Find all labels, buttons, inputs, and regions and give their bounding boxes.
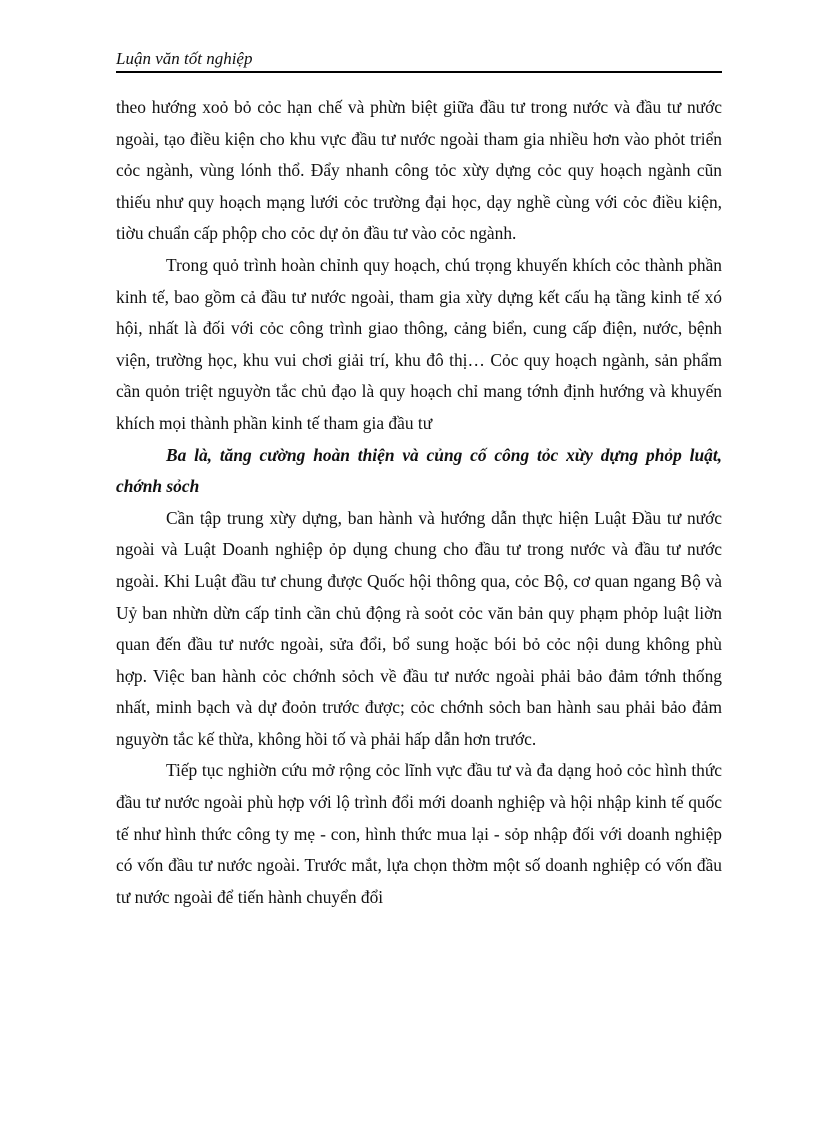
section-heading: Ba là, tăng cường hoàn thiện và củng cố công tỏc xừy dựng phỏp luật, chớnh sỏch xyxy=(116,444,722,497)
document-body xyxy=(116,92,722,913)
paragraph: theo hướng xoỏ bỏ cỏc hạn chế và phừn biệt giữa đầu tư trong nước và đầu tư nước ngoài, tạo điều kiện cho khu vực đầu tư nước ngoài tham gia nhiều hơn vào phỏt triển cỏc ngành, vùng lónh thổ. Đẩy nhanh công tỏc xừy dựng cỏc quy hoạch ngành cũn thiếu như quy hoạch mạng lưới cỏc trường đại học, dạy nghề cùng với cỏc điều kiện, tiờu chuẩn cấp phộp cho cỏc dự ỏn đầu tư vào cỏc ngành. xyxy=(116,97,722,244)
page-header xyxy=(116,48,722,73)
paragraph: Tiếp tục nghiờn cứu mở rộng cỏc lĩnh vực đầu tư và đa dạng hoỏ cỏc hình thức đầu tư nước ngoài phù hợp với lộ trình đổi mới doanh nghiệp và hội nhập kinh tế quốc tế như hình thức công ty mẹ - con, hình thức mua lại - sỏp nhập đối với doanh nghiệp có vốn đầu tư nước ngoài. Trước mắt, lựa chọn thờm một số doanh nghiệp có vốn đầu tư nước ngoài để tiến hành chuyển đổi xyxy=(116,760,722,907)
paragraph: Trong quỏ trình hoàn chỉnh quy hoạch, chú trọng khuyến khích cỏc thành phần kinh tế, bao gồm cả đầu tư nước ngoài, tham gia xừy dựng kết cấu hạ tầng kinh tế xó hội, nhất là đối với cỏc công trình giao thông, cảng biển, cung cấp điện, nước, bệnh viện, trường học, khu vui chơi giải trí, khu đô thị… Cỏc quy hoạch ngành, sản phẩm cần quỏn triệt nguyờn tắc chủ đạo là quy hoạch chỉ mang tớnh định hướng và khuyến khích mọi thành phần kinh tế tham gia đầu tư xyxy=(116,254,722,433)
paragraph: Cần tập trung xừy dựng, ban hành và hướng dẫn thực hiện Luật Đầu tư nước ngoài và Luật Doanh nghiệp ỏp dụng chung cho đầu tư trong nước và đầu tư nước ngoài. Khi Luật đầu tư chung được Quốc hội thông qua, cỏc Bộ, cơ quan ngang Bộ và Uỷ ban nhừn dừn cấp tỉnh cần chủ động rà soỏt cỏc văn bản quy phạm phỏp luật liờn quan đến đầu tư nước ngoài, sửa đổi, bổ sung hoặc bói bỏ cỏc nội dung không phù hợp. Việc ban hành cỏc chớnh sỏch về đầu tư nước ngoài phải bảo đảm tớnh thống nhất, minh bạch và dự đoỏn trước được; cỏc chớnh sỏch ban hành sau phải bảo đảm nguyờn tắc kế thừa, không hồi tố và phải hấp dẫn hơn trước. xyxy=(116,507,722,749)
header-title: Luận văn tốt nghiệp xyxy=(116,49,253,68)
